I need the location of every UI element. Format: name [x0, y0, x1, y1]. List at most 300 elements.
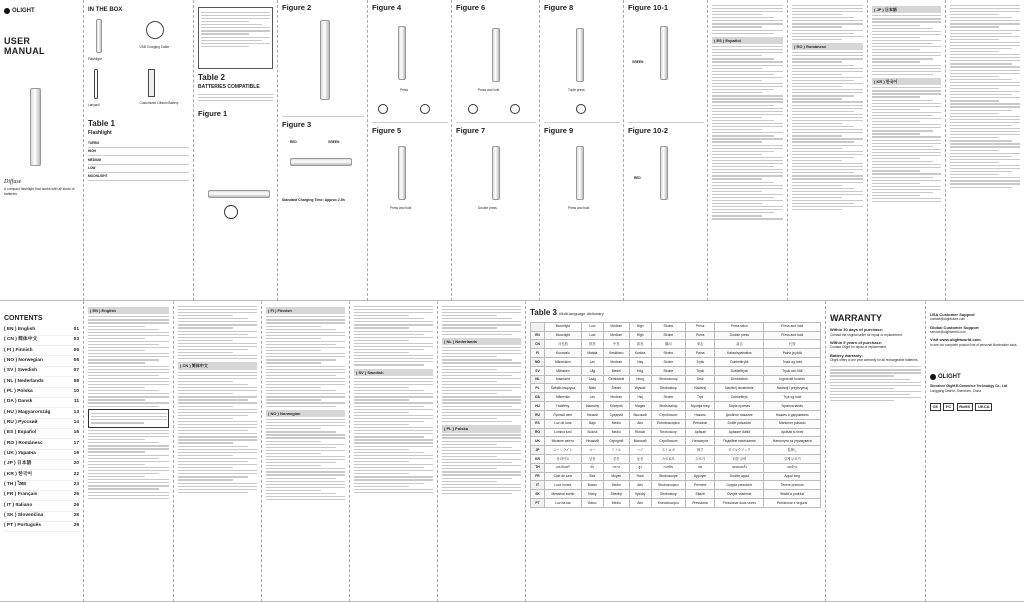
- term-cell: Mediu: [603, 428, 629, 437]
- term-cell: Dubbeltryck: [715, 366, 764, 375]
- term-cell: Clair de lune: [545, 472, 582, 481]
- lang-header-fi: ( FI ) Finnish: [266, 307, 345, 314]
- term-cell: Лунный свет: [545, 410, 582, 419]
- table-header-row: Moonlight Low Medium High Strobe Press Press twice Press and hold: [531, 322, 821, 331]
- term-cell: Місячне світло: [545, 437, 582, 446]
- figure3-flashlight: [290, 158, 352, 166]
- term-cell: Trykk: [686, 358, 715, 367]
- text-column-ro: [788, 0, 868, 301]
- figure6-press-hold-label: Press and hold: [478, 88, 500, 92]
- table-row: [531, 402, 821, 411]
- term-cell: Medio: [603, 419, 629, 428]
- table-row: [531, 437, 821, 446]
- figure4-press-label: Press: [400, 88, 409, 92]
- term-cell: 누르기: [686, 454, 715, 463]
- lang-code-cell: HU: [531, 402, 545, 411]
- certification-marks: [930, 403, 1020, 411]
- figure5-title: Figure 5: [372, 126, 402, 135]
- figure6-flashlight: [492, 28, 500, 82]
- figure4-flashlight: [398, 26, 406, 80]
- contents-item[interactable]: ( FR ) Français 25: [4, 491, 79, 501]
- term-cell: Medium: [603, 331, 629, 340]
- term-cell: 중간: [603, 454, 629, 463]
- table-row: [531, 410, 821, 419]
- table3-subtitle: Multi-language dictionary: [559, 311, 604, 316]
- cover-title: [4, 37, 79, 56]
- term-cell: 스트로브: [651, 454, 686, 463]
- figure2-flashlight: [320, 20, 330, 100]
- table1: Table 1 Flashlight TURBO HIGH MEDIUM LOW MOONLIGHT: [88, 119, 189, 181]
- brand-logo: [4, 7, 79, 15]
- term-cell: 中亮: [603, 340, 629, 349]
- term-cell: Stroboscope: [651, 472, 686, 481]
- term-cell: Premere: [686, 481, 715, 490]
- warning-box: [88, 409, 169, 428]
- company-address: Longgang District, Shenzhen, China: [930, 388, 982, 393]
- contents-list: [4, 325, 79, 532]
- term-cell: Keskitaso: [603, 349, 629, 358]
- term-cell: Low: [581, 331, 603, 340]
- strobe-icon: [576, 104, 586, 114]
- rohs-mark-icon: RoHS: [957, 403, 973, 411]
- box-item-lanyard: Lanyard: [88, 67, 138, 113]
- term-cell: ミドル: [603, 446, 629, 455]
- term-cell: Moyen: [603, 472, 629, 481]
- term-cell: Paina: [686, 349, 715, 358]
- term-cell: Kaksoispainallus: [715, 349, 764, 358]
- lang-code-cell: JP: [531, 446, 545, 455]
- term-cell: Високий: [629, 437, 651, 446]
- lang-header-cn: ( CN ) 简体中文: [178, 362, 257, 369]
- term-cell: Hoog: [629, 375, 651, 384]
- contents-item[interactable]: ( NL ) Nederlands 08: [4, 377, 79, 387]
- table-row: [531, 393, 821, 402]
- contents-title: CONTENTS: [4, 315, 43, 322]
- term-cell: Lav: [581, 358, 603, 367]
- ukca-mark-icon: UKCA: [975, 403, 992, 411]
- term-cell: ต่ำ: [581, 463, 603, 472]
- figure7-double-press-label: Double press: [478, 206, 497, 210]
- term-cell: Hög: [629, 366, 651, 375]
- lang-code-cell: KR: [531, 454, 545, 463]
- lang-code-cell: EN: [531, 331, 545, 340]
- term-cell: Alto: [629, 499, 651, 508]
- ce-mark-icon: CE: [930, 403, 941, 411]
- warranty-panel: [826, 301, 926, 602]
- table-row: [531, 499, 821, 508]
- table-row: [531, 366, 821, 375]
- figure3-red-label: RED: [290, 140, 297, 144]
- term-cell: Mantener pulsado: [764, 419, 821, 428]
- cover-tagline: A compact flashlight that works with all kinds of batteries: [4, 187, 75, 196]
- contents-item[interactable]: ( RU ) Русский 14: [4, 419, 79, 429]
- product-name: Diffuse: [4, 179, 22, 185]
- term-cell: Ridicat: [629, 428, 651, 437]
- figure8-triple-press-label: Triple press: [568, 88, 585, 92]
- figure10-2-title: Figure 10-2: [628, 126, 669, 135]
- contents-item[interactable]: ( HU ) Magyarország 13: [4, 408, 79, 418]
- contents-item[interactable]: ( PT ) Português 29: [4, 522, 79, 532]
- olight-logo-icon: [4, 8, 10, 14]
- term-cell: Haut: [629, 472, 651, 481]
- table3-panel: [526, 301, 826, 602]
- warranty-30-days-head: Within 30 days of purchase:: [830, 327, 884, 333]
- lang-code-cell: ES: [531, 419, 545, 428]
- term-cell: Laag: [581, 375, 603, 384]
- contents-item[interactable]: ( RO ) Românesc 17: [4, 439, 79, 449]
- table-row: [531, 358, 821, 367]
- text-column-kr: [946, 0, 1024, 301]
- term-cell: Høy: [629, 358, 651, 367]
- warranty-5-years-text: Contact Olight for repair or replacement.: [830, 345, 887, 350]
- term-cell: Stlačiť: [686, 490, 715, 499]
- contents-item[interactable]: ( TH ) ไทย 23: [4, 481, 79, 491]
- contents-item[interactable]: ( CN ) 简体中文 03: [4, 336, 79, 346]
- contents-panel: [0, 301, 84, 602]
- contents-item[interactable]: ( EN ) English 01: [4, 325, 79, 335]
- term-cell: กดสองครั้ง: [715, 463, 764, 472]
- warranty-battery-text: Olight offers a one year warranty for all rechargeable batteries.: [830, 357, 919, 362]
- term-cell: Tenere premuto: [764, 481, 821, 490]
- lang-code-cell: SK: [531, 490, 545, 499]
- term-cell: Apăsați și țineți: [764, 428, 821, 437]
- figure6-7-panel: [452, 0, 540, 301]
- website-link[interactable]: Visit www.olightworld.com: [930, 337, 981, 343]
- term-cell: Strobe: [651, 393, 686, 402]
- term-cell: 높음: [629, 454, 651, 463]
- term-cell: Doppia pressione: [715, 481, 764, 490]
- term-cell: Kuunvalo: [545, 349, 582, 358]
- term-cell: Стробоскоп: [651, 437, 686, 446]
- figure10-green-label: GREEN: [632, 60, 644, 64]
- figure4-5-panel: [368, 0, 452, 301]
- term-cell: 单击: [686, 340, 715, 349]
- box-item-flashlight: Flashlight: [88, 17, 138, 65]
- contents-item[interactable]: ( UK ) Україна 19: [4, 450, 79, 460]
- term-cell: Scăzut: [581, 428, 603, 437]
- term-cell: Apăsare dublă: [715, 428, 764, 437]
- term-cell: 爆闪: [651, 340, 686, 349]
- figure3-green-label: GREEN: [328, 140, 340, 144]
- term-cell: Druk: [686, 375, 715, 384]
- contents-item[interactable]: ( KR ) 한국어 22: [4, 470, 79, 480]
- term-cell: 月光档: [545, 340, 582, 349]
- term-cell: Dupla nyomás: [715, 402, 764, 411]
- lang-header-no: ( NO ) Norwegian: [266, 410, 345, 417]
- box-item-battery: Customized Lithium Battery: [140, 67, 190, 113]
- table-row: [531, 490, 821, 499]
- table-row: [531, 331, 821, 340]
- term-cell: Średni: [603, 384, 629, 393]
- term-cell: 双击: [715, 340, 764, 349]
- term-cell: Стробоскоп: [651, 410, 686, 419]
- term-cell: Press and hold: [764, 331, 821, 340]
- table-row: [531, 481, 821, 490]
- warranty-5-years-head: Within 5 years of purchase:: [830, 339, 883, 345]
- figure10-panel: [624, 0, 708, 301]
- term-cell: Naciśnij: [686, 384, 715, 393]
- term-cell: Strobe: [651, 366, 686, 375]
- lang-header-en: ( EN ) English: [88, 307, 169, 314]
- lang-code-cell: NO: [531, 358, 545, 367]
- term-cell: Apăsați: [686, 428, 715, 437]
- term-cell: Tryk: [686, 393, 715, 402]
- term-cell: Alacsony: [581, 402, 603, 411]
- term-cell: Натиснути та утримувати: [764, 437, 821, 446]
- figure1-title: Figure 1: [198, 108, 228, 118]
- warranty-30-days-text: Contact the original seller for repair or replacement.: [830, 332, 903, 337]
- term-cell: กดค้าง: [764, 463, 821, 472]
- mode-low-icon: [468, 104, 478, 114]
- text-column-ru: [708, 0, 788, 301]
- term-cell: Matala: [581, 349, 603, 358]
- term-cell: ハイ: [629, 446, 651, 455]
- table-row: [531, 472, 821, 481]
- term-cell: กลาง: [603, 463, 629, 472]
- table-row: [531, 375, 821, 384]
- warranty-battery-head: Battery warranty:: [830, 352, 863, 358]
- lang-code-cell: DA: [531, 393, 545, 402]
- battery-compat-grid: [198, 7, 273, 69]
- term-cell: Tryck och håll: [764, 366, 821, 375]
- lang-header-pl: ( PL ) Polska: [442, 425, 521, 432]
- bulb-off-icon: [378, 104, 388, 114]
- company-name: Shenzhen Olight E-Commerce Technology Co., Ltd: [930, 384, 1007, 389]
- back-brand-logo: [930, 373, 1020, 381]
- term-cell: ロー: [581, 446, 603, 455]
- mode-high-icon: [510, 104, 520, 114]
- term-cell: Közepes: [603, 402, 629, 411]
- table2-figure1-panel: [194, 0, 278, 301]
- term-cell: 长按: [764, 340, 821, 349]
- contents-item[interactable]: ( NO ) Norwegian 06: [4, 356, 79, 366]
- in-the-box-title: IN THE BOX: [88, 7, 123, 13]
- lang-code-cell: CN: [531, 340, 545, 349]
- website-description: to see our complete product line of personal illumination tools.: [930, 342, 1018, 347]
- term-cell: Høj: [629, 393, 651, 402]
- term-cell: Stroboszkóp: [651, 402, 686, 411]
- lang-code-cell: UK: [531, 437, 545, 446]
- term-cell: Vysoký: [629, 490, 651, 499]
- text-column-jp: [868, 0, 946, 301]
- text-column-en: [84, 301, 174, 602]
- term-cell: Måneskinn: [545, 358, 582, 367]
- term-cell: Нажать и удерживать: [764, 410, 821, 419]
- term-cell: Средний: [603, 410, 629, 419]
- term-cell: Stredný: [603, 490, 629, 499]
- term-cell: Dobbelttryk: [715, 393, 764, 402]
- figure10-red-label: RED: [634, 176, 641, 180]
- term-cell: Tryck: [686, 366, 715, 375]
- support-global-title: Global Customer Support: [930, 324, 979, 330]
- term-cell: Double press: [715, 331, 764, 340]
- contents-item[interactable]: ( SV ) Swedish 07: [4, 367, 79, 377]
- figure10-1-flashlight: [660, 26, 668, 80]
- term-cell: Magas: [629, 402, 651, 411]
- lang-header-kr: ( KR ) 한국어: [872, 78, 941, 85]
- term-cell: Strobe: [651, 331, 686, 340]
- term-cell: Высокий: [629, 410, 651, 419]
- term-cell: Середній: [603, 437, 629, 446]
- term-cell: Trykk og hold: [764, 358, 821, 367]
- term-cell: Gemiddeld: [603, 375, 629, 384]
- cover-title-line2: MANUAL: [4, 45, 45, 56]
- table-row: [531, 446, 821, 455]
- table-row: [531, 340, 821, 349]
- term-cell: 長押し: [764, 446, 821, 455]
- term-cell: Double appui: [715, 472, 764, 481]
- term-cell: Luz da lua: [545, 499, 582, 508]
- term-cell: Nyomja meg: [686, 402, 715, 411]
- term-cell: Luce lunare: [545, 481, 582, 490]
- term-cell: Низький: [581, 437, 603, 446]
- table-row: [531, 428, 821, 437]
- term-cell: Ingedrukt houden: [764, 375, 821, 384]
- lang-code-cell: PL: [531, 384, 545, 393]
- term-cell: Låg: [581, 366, 603, 375]
- figure8-9-panel: [540, 0, 624, 301]
- term-cell: Alto: [629, 419, 651, 428]
- lang-code-cell: SV: [531, 366, 545, 375]
- term-cell: Måneskin: [545, 393, 582, 402]
- term-cell: Stroboscopico: [651, 481, 686, 490]
- term-cell: Alto: [629, 481, 651, 490]
- contents-item[interactable]: ( PL ) Polska 10: [4, 388, 79, 398]
- term-cell: Presionar: [686, 419, 715, 428]
- figure2-title: Figure 2: [282, 3, 312, 12]
- lang-code-cell: NL: [531, 375, 545, 384]
- term-cell: Baixo: [581, 499, 603, 508]
- table-row: [531, 384, 821, 393]
- term-cell: กะพริบ: [651, 463, 686, 472]
- figure3-title: Figure 3: [282, 120, 312, 129]
- term-cell: Nízky: [581, 490, 603, 499]
- text-column-cn: [174, 301, 262, 602]
- table2-subtitle: BATTERIES COMPATIBLE: [198, 83, 260, 90]
- lang-code-cell: FR: [531, 472, 545, 481]
- figure2-3-panel: [278, 0, 368, 301]
- term-cell: กด: [686, 463, 715, 472]
- term-cell: Подвійне натискання: [715, 437, 764, 446]
- table3-title: Table 3 Multi-language dictionary: [530, 308, 604, 317]
- contents-item[interactable]: ( SK ) Slovenčina 28: [4, 512, 79, 522]
- term-cell: ダブルクリック: [715, 446, 764, 455]
- bulb-on-icon: [420, 104, 430, 114]
- contents-item[interactable]: ( ES ) Español 16: [4, 429, 79, 439]
- table1-title: Table 1: [88, 119, 115, 129]
- term-cell: Нажать: [686, 410, 715, 419]
- term-cell: 押す: [686, 446, 715, 455]
- figure9-flashlight: [576, 146, 584, 200]
- term-cell: 高亮: [629, 340, 651, 349]
- term-cell: Naciśnij i przytrzymaj: [764, 384, 821, 393]
- olight-logo-icon: [930, 374, 936, 380]
- term-cell: Pressionar: [686, 499, 715, 508]
- text-column-nl: [438, 301, 526, 602]
- term-cell: Strobe: [651, 358, 686, 367]
- term-cell: High: [629, 331, 651, 340]
- term-cell: Holdfény: [545, 402, 582, 411]
- term-cell: Низкий: [581, 410, 603, 419]
- in-the-box-panel: [84, 0, 194, 301]
- term-cell: Stlačiť a podržať: [764, 490, 821, 499]
- term-cell: Medium: [603, 393, 629, 402]
- lang-code-cell: FI: [531, 349, 545, 358]
- term-cell: Lumina lunii: [545, 428, 582, 437]
- term-cell: Appuyer: [686, 472, 715, 481]
- manual-back-side: [0, 301, 1024, 602]
- fcc-mark-icon: FC: [943, 403, 953, 411]
- contents-item[interactable]: ( DA ) Dansk 11: [4, 398, 79, 408]
- figure1-flashlight: [208, 190, 270, 198]
- cover-title-line1: USER: [4, 36, 31, 47]
- lang-header-jp: ( JP ) 日本語: [872, 6, 941, 13]
- text-column-sv: [350, 301, 438, 602]
- term-cell: Pressionar duas vezes: [715, 499, 764, 508]
- term-cell: Двойное нажатие: [715, 410, 764, 419]
- figure5-press-hold-label: Press and hold: [390, 206, 412, 210]
- figure8-flashlight: [576, 28, 584, 82]
- term-cell: Luz de luna: [545, 419, 582, 428]
- figure6-title: Figure 6: [456, 3, 486, 12]
- term-cell: Dobbelttrykk: [715, 358, 764, 367]
- term-cell: Dvojité stlačenie: [715, 490, 764, 499]
- term-cell: Mesačné svetlo: [545, 490, 582, 499]
- term-cell: Stroboskop: [651, 384, 686, 393]
- figure1-button-icon: [224, 205, 238, 219]
- term-cell: Maanlicht: [545, 375, 582, 384]
- support-panel: [926, 301, 1024, 602]
- table1-subtitle: Flashlight: [88, 129, 112, 136]
- term-cell: Bajo: [581, 419, 603, 428]
- term-cell: Stroboscoop: [651, 375, 686, 384]
- term-cell: Medio: [603, 481, 629, 490]
- support-us-email[interactable]: contact@olightstore.com: [930, 317, 966, 322]
- term-cell: Wysoki: [629, 384, 651, 393]
- term-cell: 길게 누르기: [764, 454, 821, 463]
- back-brand-name: OLIGHT: [938, 374, 961, 381]
- table-row: [531, 419, 821, 428]
- term-cell: Doble pulsación: [715, 419, 764, 428]
- contents-item[interactable]: ( FI ) Finnish 05: [4, 346, 79, 356]
- lang-header-nl: ( NL ) Nederlands: [442, 338, 521, 345]
- figure9-title: Figure 9: [544, 126, 574, 135]
- term-cell: Naciśnij dwukrotnie: [715, 384, 764, 393]
- term-cell: ストロボ: [651, 446, 686, 455]
- table-row: [531, 349, 821, 358]
- figure4-title: Figure 4: [372, 3, 402, 12]
- term-cell: Pressionar e segurar: [764, 499, 821, 508]
- support-global-email[interactable]: service@olightworld.com: [930, 330, 966, 335]
- term-cell: Dubbeldruk: [715, 375, 764, 384]
- term-cell: Натиснути: [686, 437, 715, 446]
- term-cell: Basso: [581, 481, 603, 490]
- box-item-cable: USB Charging Cable: [140, 17, 190, 65]
- figure7-title: Figure 7: [456, 126, 486, 135]
- lang-code-cell: RU: [531, 410, 545, 419]
- term-cell: Press: [686, 331, 715, 340]
- lang-code-cell: TH: [531, 463, 545, 472]
- contents-item[interactable]: ( JP ) 日本語 20: [4, 460, 79, 470]
- lang-header-sv: ( SV ) Swedish: [354, 369, 433, 376]
- contents-item[interactable]: ( IT ) Italiano 26: [4, 501, 79, 511]
- term-cell: Bas: [581, 472, 603, 481]
- warranty-title: WARRANTY: [830, 313, 882, 323]
- term-cell: Paina ja pidä: [764, 349, 821, 358]
- figure5-flashlight: [398, 146, 406, 200]
- term-cell: Tryk og hold: [764, 393, 821, 402]
- support-us-title: USA Customer Support: [930, 312, 975, 317]
